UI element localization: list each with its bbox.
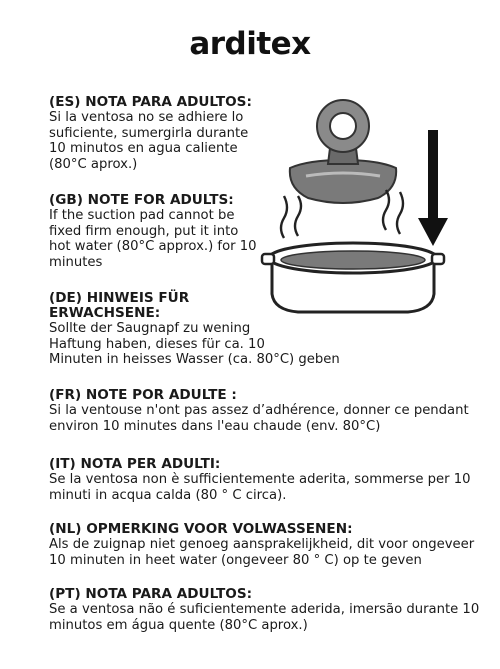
note-pt-body: Se a ventosa não é suficientemente aderida, imersão durante 10 minutos em água quente (80°C aprox.) bbox=[49, 602, 480, 633]
note-es-heading: (ES) NOTA PARA ADULTOS: bbox=[49, 94, 252, 110]
note-fr-body: Si la ventouse n'ont pas assez d’adhérence, donner ce pendant environ 10 minutes dans l'eau chaude (env. 80°C) bbox=[49, 403, 469, 434]
note-de-body: Sollte der Saugnapf zu wening Haftung haben, dieses für ca. 10 Minuten in heisses Wasser (ca. 80°C) geben bbox=[49, 321, 340, 368]
note-gb-body: If the suction pad cannot be fixed firm enough, put it into hot water (80°C approx.) for 10 minutes bbox=[49, 208, 257, 270]
brand-logo: arditex bbox=[189, 26, 311, 62]
note-gb-heading: (GB) NOTE FOR ADULTS: bbox=[49, 192, 234, 208]
down-arrow-icon bbox=[418, 130, 448, 246]
note-pt-heading: (PT) NOTA PARA ADULTOS: bbox=[49, 586, 253, 602]
note-nl-heading: (NL) OPMERKING VOOR VOLWASSENEN: bbox=[49, 521, 353, 537]
cooking-pot-icon bbox=[262, 243, 444, 312]
note-fr-heading: (FR) NOTE POR ADULTE : bbox=[49, 387, 237, 403]
note-fr bbox=[49, 388, 469, 434]
note-gb bbox=[49, 193, 257, 270]
note-es-body: Si la ventosa no se adhiere lo suficiente, sumergirla durante 10 minutos en agua caliente (80°C aprox.) bbox=[49, 110, 249, 172]
note-pt bbox=[49, 587, 479, 633]
note-it-body: Se la ventosa non è sufficientemente aderita, sommerse per 10 minuti in acqua calda (80 ° C circa). bbox=[49, 472, 471, 503]
note-es bbox=[49, 95, 252, 172]
note-nl-body: Als de zuignap niet genoeg aansprakelijkheid, dit voor ongeveer 10 minuten in heet water (ongeveer 80 ° C) op te geven bbox=[49, 537, 475, 568]
note-it-heading: (IT) NOTA PER ADULTI: bbox=[49, 456, 221, 472]
note-de-heading: (DE) HINWEIS FÜR ERWACHSENE: bbox=[49, 290, 190, 321]
note-it bbox=[49, 457, 471, 503]
suction-cup-icon bbox=[290, 100, 396, 203]
note-nl bbox=[49, 522, 474, 568]
suction-cup-hot-water-illustration bbox=[258, 88, 458, 318]
